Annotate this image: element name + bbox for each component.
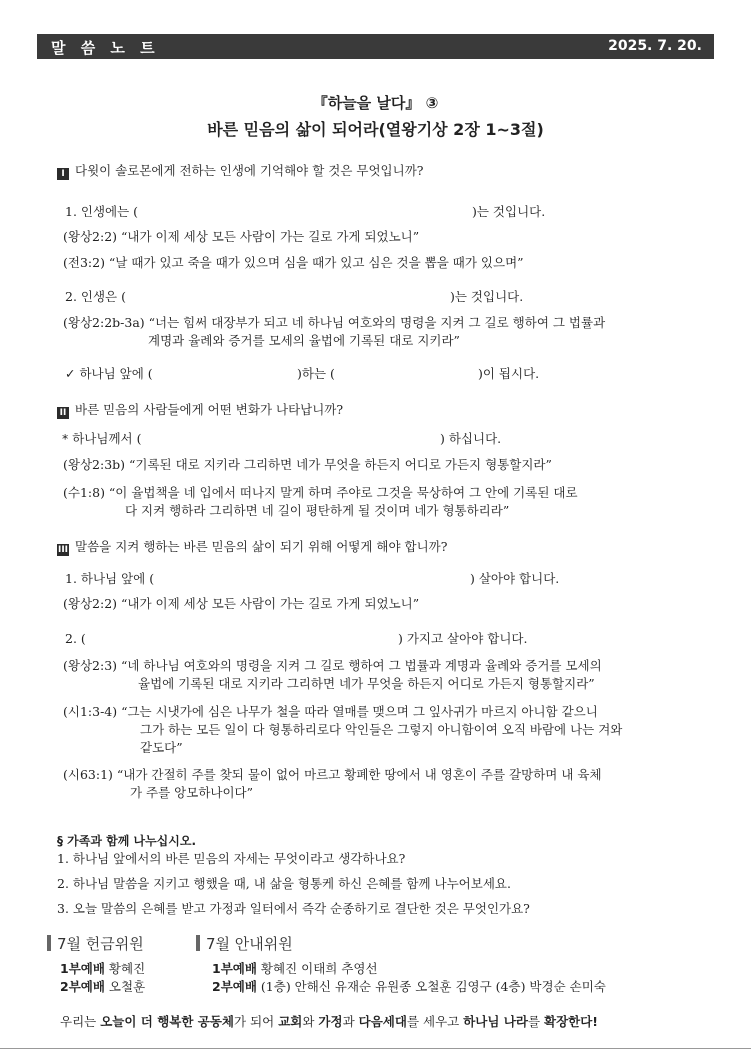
s3-point-1: 1. 하나님 앞에 (	[65, 571, 155, 586]
s1-verse-3b: 계명과 율례와 증거를 모세의 율법에 기록된 대로 지키라”	[148, 333, 460, 348]
header-bar	[37, 34, 714, 59]
header-date: 2025. 7. 20.	[608, 38, 702, 54]
offering-row-1: 1부예배 황혜진	[60, 961, 146, 976]
section-3-number: III	[57, 545, 69, 555]
bar-marker	[47, 935, 51, 951]
s1-check-end: )이 됩시다.	[478, 366, 540, 381]
s3-verse-3c: 같도다”	[140, 740, 183, 755]
section-1-question: I 다윗이 솔로몬에게 전하는 인생에 기억해야 할 것은 무엇입니까?	[57, 163, 423, 180]
s3-verse-3b: 그가 하는 모든 일이 다 형통하리로다 악인들은 그렇지 아니함이여 오직 바람에 나는 겨와	[140, 722, 623, 737]
star-icon: *	[62, 431, 69, 446]
s3-point-2-end: ) 가지고 살아야 합니다.	[398, 631, 528, 646]
usher-row-1: 1부예배 황혜진 이태희 추영선	[212, 961, 378, 976]
s3-point-1-end: ) 살아야 합니다.	[470, 571, 560, 586]
bar-marker	[196, 935, 200, 951]
offering-committee-title: 7월 헌금위원	[47, 933, 144, 954]
offering-row-2: 2부예배 오철훈	[60, 979, 146, 994]
family-q3: 3. 오늘 말씀의 은혜를 받고 가정과 일터에서 즉각 순종하기로 결단한 것은 무엇인가요?	[57, 901, 530, 916]
s2-point-end: ) 하십니다.	[440, 431, 502, 446]
family-title: § 가족과 함께 나누십시오.	[57, 834, 197, 848]
s2-point: * 하나님께서 (	[62, 431, 142, 446]
section-1-number: I	[57, 168, 69, 180]
s1-verse-3a: (왕상2:2b-3a) “너는 힘써 대장부가 되고 네 하나님 여호와의 명령을 지켜 그 길로 행하여 그 법률과	[63, 315, 606, 330]
s1-check-mid: )하는 (	[297, 366, 335, 381]
header-title: 말 씀 노 트	[51, 39, 160, 57]
s2-verse-2b: 다 지켜 행하라 그리하면 네 길이 평탄하게 될 것이며 네가 형통하리라”	[125, 503, 510, 518]
s1-point-2-end: )는 것입니다.	[450, 289, 524, 304]
family-q1: 1. 하나님 앞에서의 바른 믿음의 자세는 무엇이라고 생각하나요?	[57, 851, 406, 866]
s3-verse-3a: (시1:3-4) “그는 시냇가에 심은 나무가 철을 따라 열매를 맺으며 그 잎사귀가 마르지 아니함 같으니	[63, 704, 598, 719]
usher-row-2: 2부예배 (1층) 안해신 유재순 유원종 오철훈 김영구 (4층) 박경순 손미숙	[212, 979, 606, 994]
s2-verse-1: (왕상2:3b) “기록된 대로 지키라 그리하면 네가 무엇을 하든지 어디로 가든지 형통할지라”	[63, 457, 552, 472]
church-motto: 우리는 오늘이 더 행복한 공동체가 되어 교회와 가정과 다음세대를 세우고 하나님 나라를 확장한다!	[60, 1014, 599, 1029]
s3-verse-4a: (시63:1) “내가 간절히 주를 찾되 물이 없어 마르고 황폐한 땅에서 내 영혼이 주를 갈망하며 내 육체	[63, 767, 602, 782]
s3-verse-1: (왕상2:2) “내가 이제 세상 모든 사람이 가는 길로 가게 되었노니”	[63, 596, 420, 611]
s3-verse-2b: 율법에 기록된 대로 지키라 그리하면 네가 무엇을 하든지 어디로 가든지 형통할지라”	[138, 676, 595, 691]
bottom-divider	[0, 1048, 751, 1049]
usher-committee-title: 7월 안내위원	[196, 933, 293, 954]
section-3-question: III 말씀을 지켜 행하는 바른 믿음의 삶이 되기 위해 어떻게 해야 합니까?	[57, 539, 448, 555]
s3-point-2: 2. (	[65, 631, 86, 646]
s1-point-1: 1. 인생에는 (	[65, 204, 139, 219]
family-q2: 2. 하나님 말씀을 지키고 행했을 때, 내 삶을 형통케 하신 은혜를 함께 나누어보세요.	[57, 876, 511, 891]
s3-verse-2a: (왕상2:3) “네 하나님 여호와의 명령을 지켜 그 길로 행하여 그 법률과 계명과 율례와 증거를 모세의	[63, 658, 602, 673]
s1-verse-2: (전3:2) “날 때가 있고 죽을 때가 있으며 심을 때가 있고 심은 것을 뽑을 때가 있으며”	[63, 255, 524, 270]
s1-point-1-end: )는 것입니다.	[472, 204, 546, 219]
s3-verse-4b: 가 주를 앙모하나이다”	[130, 785, 254, 800]
sermon-series-title: 『하늘을 날다』 ③	[312, 94, 439, 112]
s1-verse-1: (왕상2:2) “내가 이제 세상 모든 사람이 가는 길로 가게 되었노니”	[63, 229, 420, 244]
section-2-question: II 바른 믿음의 사람들에게 어떤 변화가 나타납니까?	[57, 402, 343, 419]
s1-check-line: ✓ 하나님 앞에 (	[65, 366, 153, 381]
section-2-number: II	[57, 407, 69, 419]
s2-verse-2a: (수1:8) “이 율법책을 네 입에서 떠나지 말게 하며 주야로 그것을 묵상하여 그 안에 기록된 대로	[63, 485, 578, 500]
sermon-title: 바른 믿음의 삶이 되어라(열왕기상 2장 1~3절)	[207, 120, 544, 139]
s1-point-2: 2. 인생은 (	[65, 289, 126, 304]
check-icon: ✓	[65, 366, 76, 381]
